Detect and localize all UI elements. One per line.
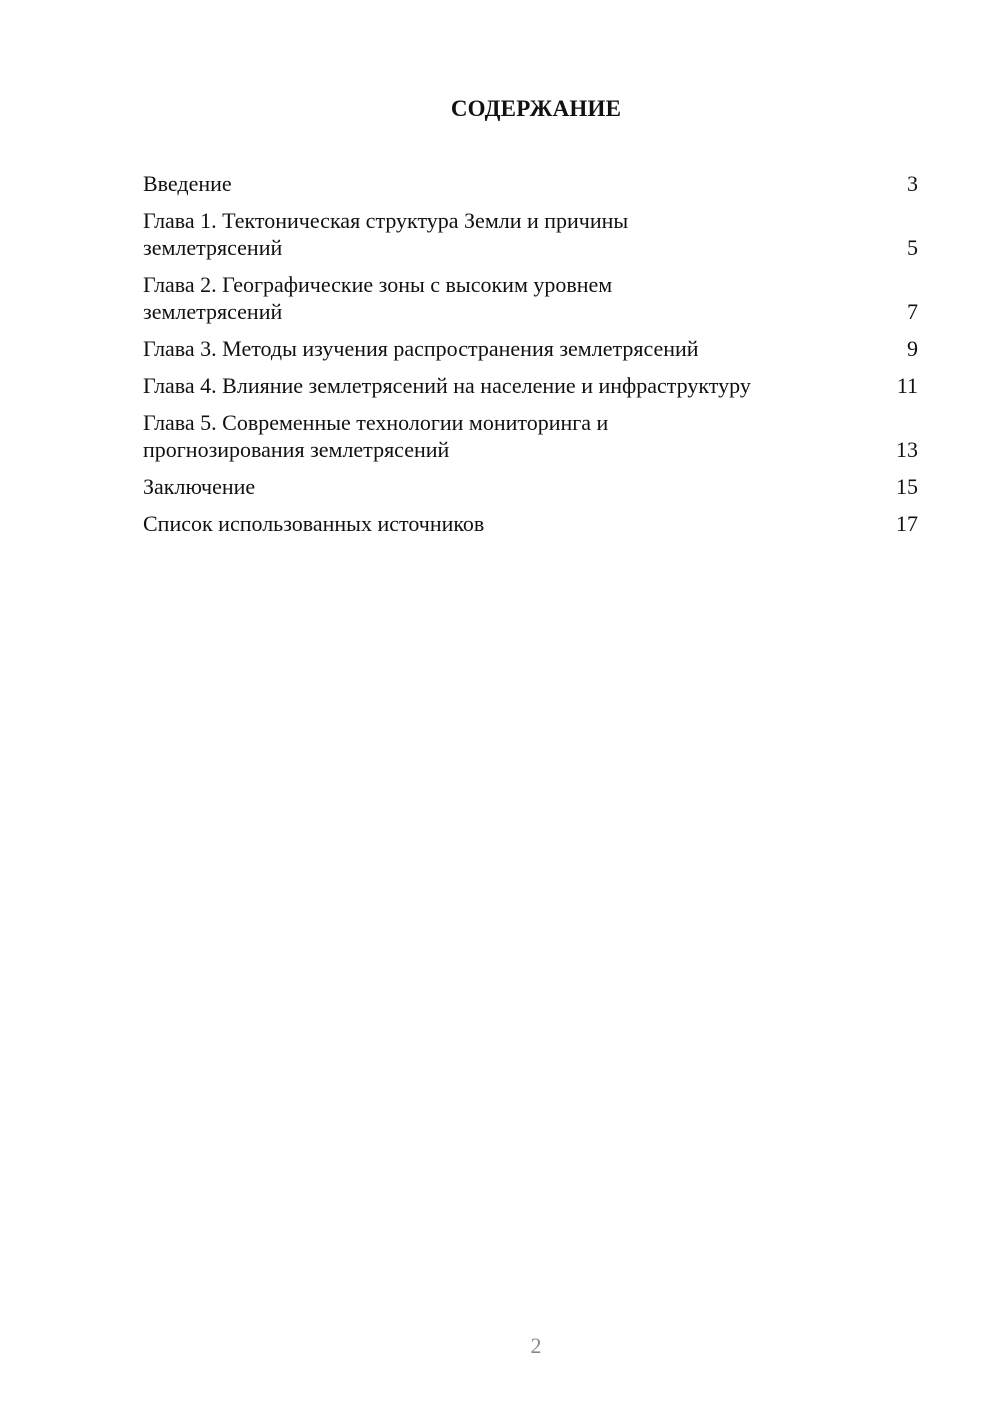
- toc-entry-chapter-4[interactable]: [143, 372, 918, 399]
- toc-entry-page: 9: [907, 336, 918, 361]
- toc-entry-page: 17: [896, 511, 918, 536]
- page-number: 2: [530, 1333, 542, 1358]
- toc-entry-text: Заключение: [143, 474, 256, 499]
- toc-entry-chapter-2[interactable]: [143, 271, 918, 325]
- toc-entry-page: 5: [907, 235, 918, 260]
- toc-entry-text: Глава 5. Современные технологии мониторинга и прогнозирования землетрясений: [143, 410, 609, 462]
- toc-entry-conclusion[interactable]: [143, 473, 918, 500]
- table-of-contents: [143, 170, 918, 537]
- toc-entry-chapter-3[interactable]: [143, 335, 918, 362]
- toc-entry-page: 13: [896, 437, 918, 462]
- toc-entry-text: Глава 3. Методы изучения распространения землетрясений: [143, 336, 699, 361]
- toc-entry-text: Список использованных источников: [143, 511, 485, 536]
- toc-entry-page: 3: [907, 171, 918, 196]
- toc-entry-chapter-1[interactable]: [143, 207, 918, 261]
- toc-entry-text: Глава 1. Тектоническая структура Земли и причины землетрясений: [143, 208, 629, 260]
- toc-entry-references[interactable]: [143, 510, 918, 537]
- toc-entry-introduction[interactable]: [143, 170, 918, 197]
- toc-entry-text: Глава 4. Влияние землетрясений на население и инфраструктуру: [143, 373, 751, 398]
- toc-entry-page: 11: [896, 373, 918, 398]
- toc-entry-text: Глава 2. Географические зоны с высоким уровнем землетрясений: [143, 272, 613, 324]
- page-title: СОДЕРЖАНИЕ: [450, 96, 622, 121]
- toc-entry-page: 7: [907, 299, 918, 324]
- toc-entry-text: Введение: [143, 171, 232, 196]
- toc-entry-chapter-5[interactable]: [143, 409, 918, 463]
- toc-entry-page: 15: [896, 474, 918, 499]
